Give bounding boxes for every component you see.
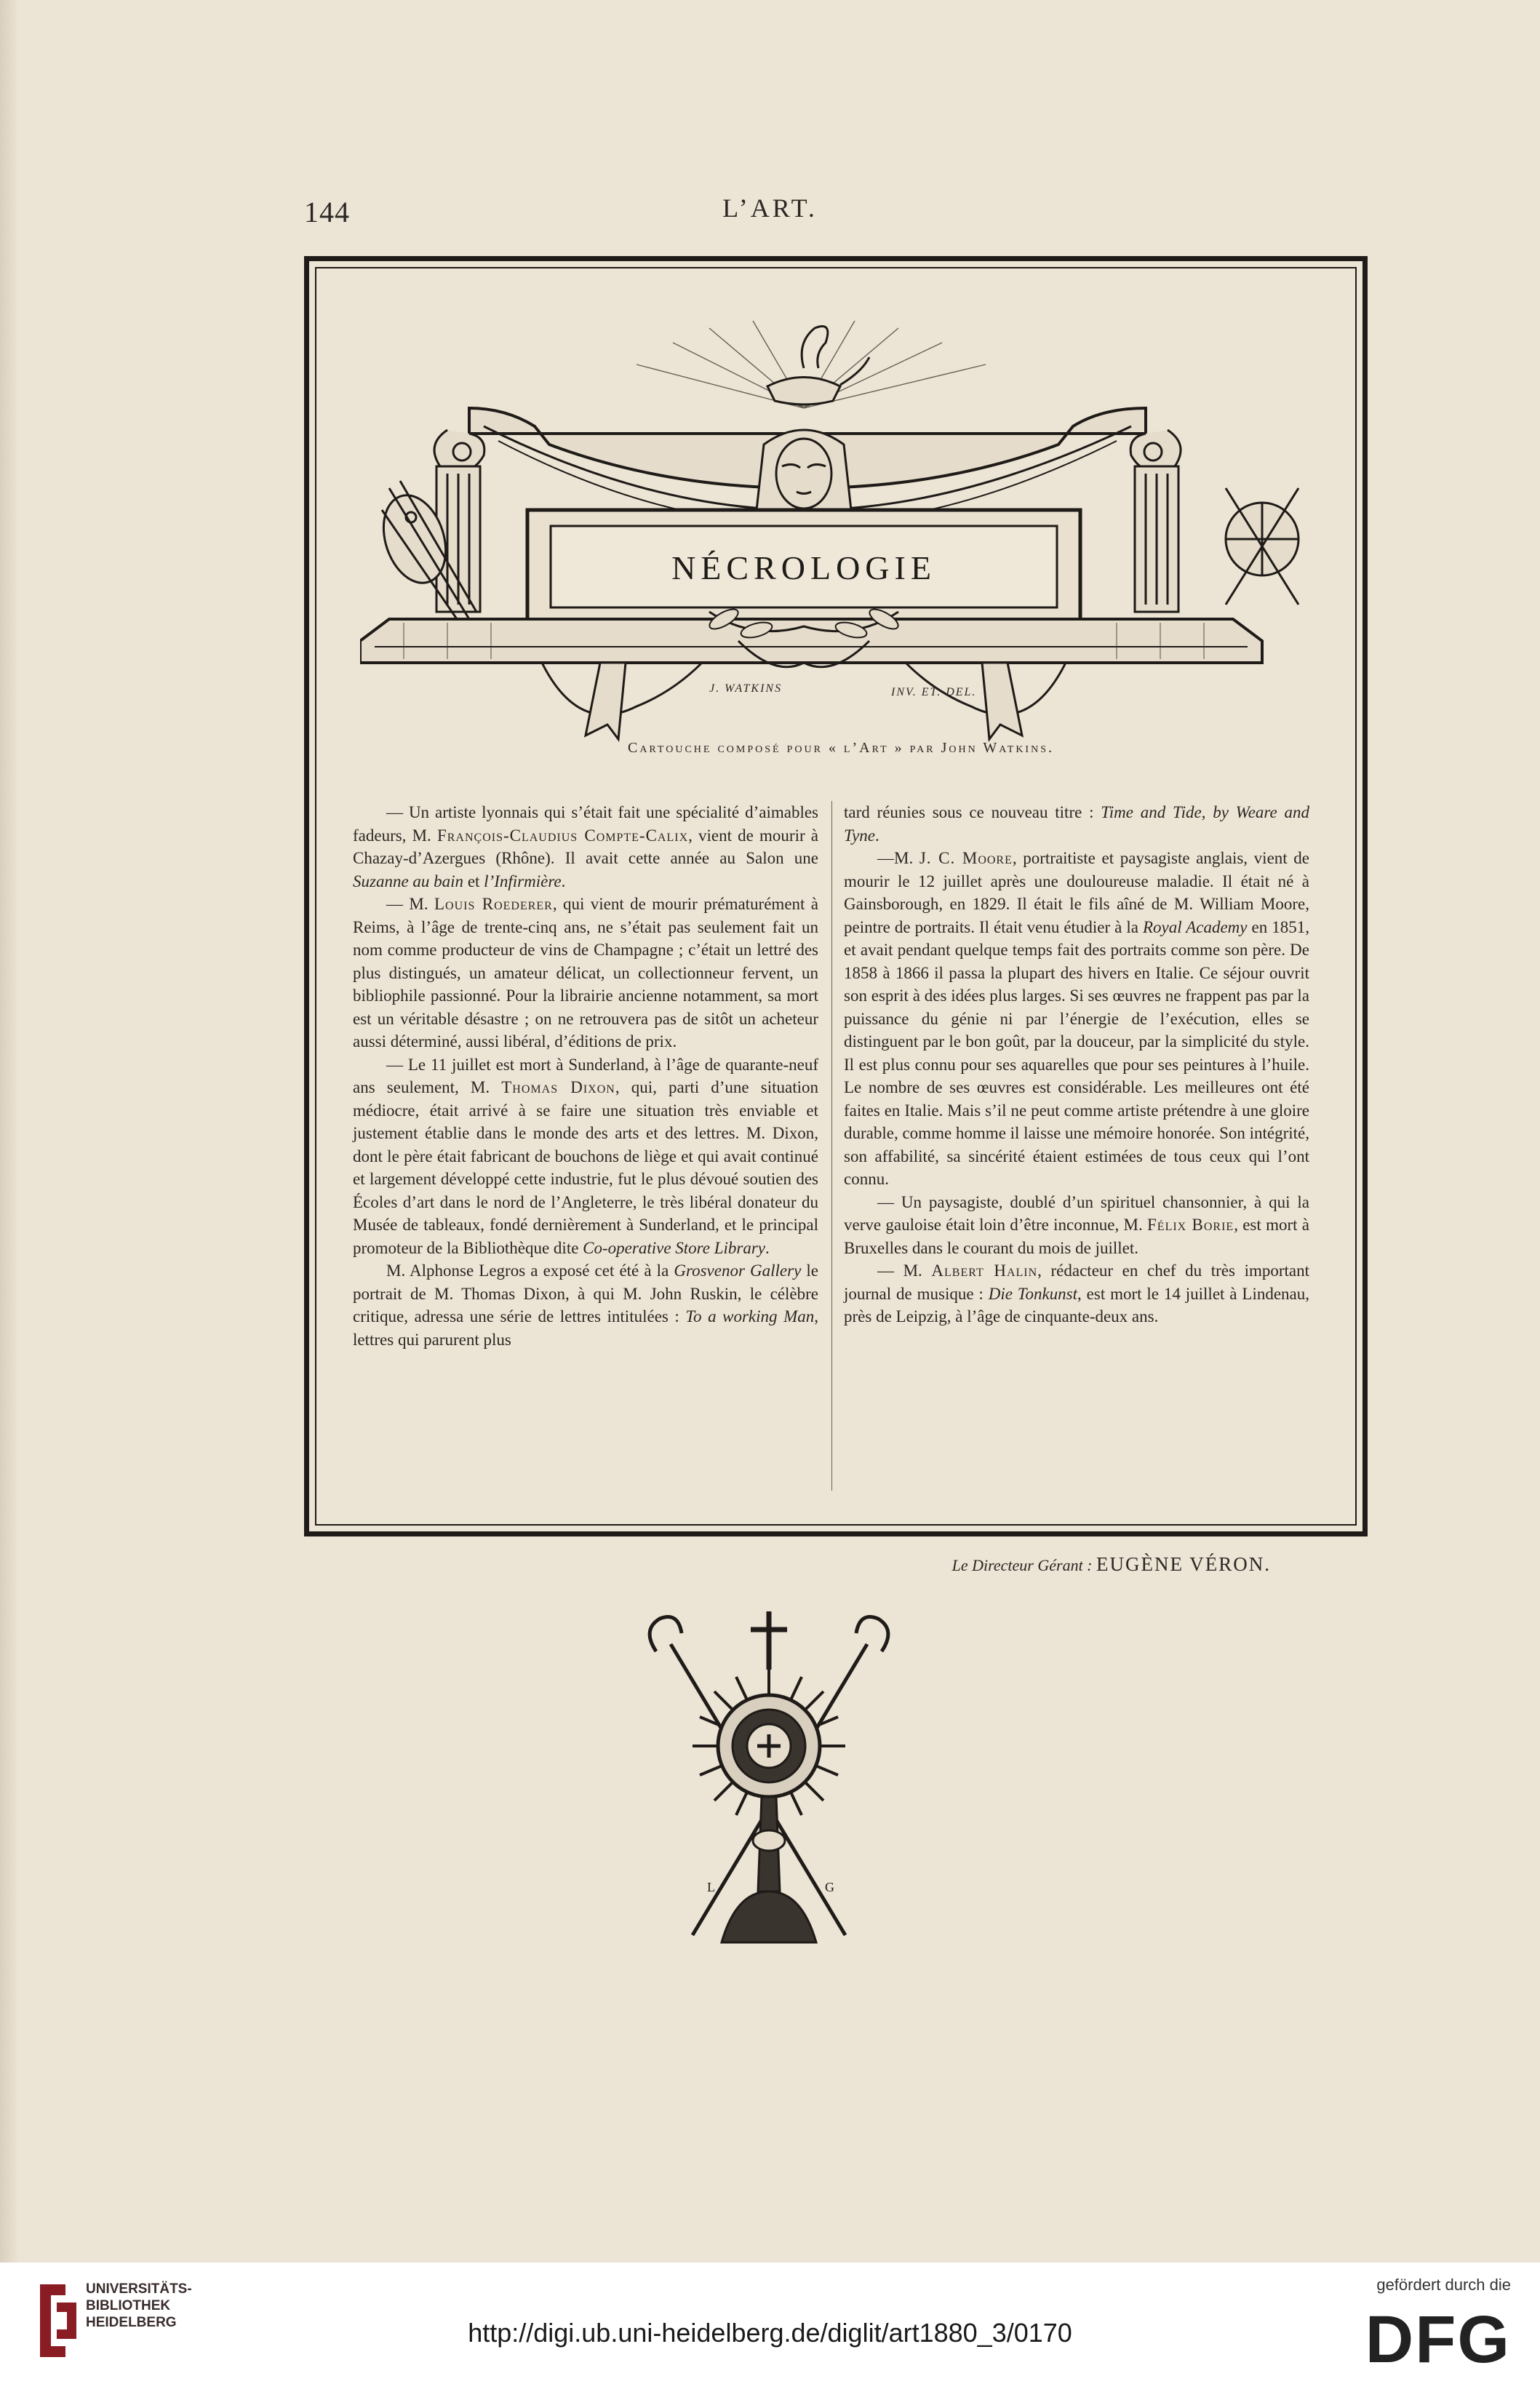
running-head: L’ART. — [722, 194, 818, 223]
institution-name: Co-operative Store Library — [583, 1238, 766, 1257]
dfg-logo: DFG — [1365, 2303, 1511, 2377]
cross-icon — [751, 1611, 787, 1670]
work-title: Time and Tide, by Weare and Tyne — [844, 803, 1310, 845]
paragraph-legros: M. Alphonse Legros a exposé cet été à la Grosvenor Gallery le portrait de M. Thomas Dixon, à qui M. John Ruskin, le célèbre critique, adressa une série de lettres intitulées : To a working Man, lettres qui parurent plus — [353, 1261, 818, 1349]
signature-label: Le Directeur Gérant : — [951, 1556, 1093, 1574]
obituary-dixon: — Le 11 juillet est mort à Sunderland, à l’âge de quarante-neuf ans seulement, M. Thomas Dixon, qui, parti d’une situation médiocre, était arrivé à se faire une situation très enviable et justement établie dans le monde des arts et des lettres. M. Dixon, dont le père était fabricant de bouchons de liège et qui avait continué et largement développé cette industrie, fut le plus dévoué soutien des Écoles d’art dans le nord de l’Angleterre, le très libéral donateur du Musée de tableaux, fondé dernièrement à Sunderland, et le principal promoteur de la Bibliothèque dite Co-operative Store Library. — [353, 1055, 818, 1257]
right-column — [844, 801, 1309, 1328]
journal-title: Die Tonkunst — [988, 1284, 1078, 1303]
institution-name: Royal Academy — [1142, 917, 1248, 936]
right-volute — [1130, 430, 1181, 612]
person-name: Félix Borie — [1147, 1216, 1234, 1234]
funded-by-label: gefördert durch die — [1376, 2276, 1511, 2294]
obituary-roederer: — M. Louis Roederer, qui vient de mourir prématurément à Reims, à l’âge de trente-cinq ans, ne s’était pas seulement fait un nom comme producteur de vins de Champagne ; c’était un lettré des plus distingués, un amateur délicat, un collectionneur fervent, un bibliophile passionné. Pour la librairie ancienne notamment, sa mort est un véritable désastre ; on ne retrouvera pas de sitôt un acheteur aussi déterminé, aussi libéral, d’éditions de prix. — [353, 895, 819, 1051]
column-rule — [831, 801, 832, 1491]
obituary-moore: —M. J. C. Moore, portraitiste et paysagiste anglais, vient de mourir le 12 juillet après une douloureuse maladie. Il était né à Gainsborough, en 1829. Il était le fils aîné de M. William Moore, peintre de portraits. Il était venu étudier à la Royal Academy en 1851, et avait pendant quelque temps fait des portraits comme son père. De 1858 à 1866 il passa la plupart des hivers en Italie. Ce séjour ouvrit son esprit à des idées plus larges. Si ses œuvres ne frappent pas par la puissance du génie ni par l’énergie de l’exécution, elles se distinguent par le bon goût, par la douceur, par la simplicité du style. Il est plus connu pour ses aquarelles que pour ses peintures à l’huile. Le nombre de ses œuvres est considérable. Les meilleures ont été faites en Italie. Mais s’il ne peut comme artiste prétendre à une gloire durable, comme homme il laisse une mémoire honorée. Son intégrité, son affabilité, sa sincérité étaient estimées de tous ceux qui l’ont connu. — [844, 849, 1310, 1188]
person-name: Albert Halin — [931, 1261, 1038, 1280]
left-column — [353, 801, 818, 1351]
base-entablature — [360, 619, 1262, 663]
page-number: 144 — [304, 196, 350, 228]
library-name: UNIVERSITÄTS- BIBLIOTHEK HEIDELBERG — [86, 2281, 192, 2330]
person-name: J. C. Moore — [919, 849, 1013, 867]
obituary-compte-calix: — Un artiste lyonnais qui s’était fait une spécialité d’aimables fadeurs, M. François-Claudius Compte-Calix, vient de mourir à Chazay-d’Azergues (Rhône). Il avait cette année au Salon une Suzanne au bain et l’Infirmière. — [353, 803, 819, 890]
person-name: Louis Roederer — [434, 895, 553, 913]
signature-name: EUGÈNE VÉRON. — [1096, 1553, 1271, 1575]
compass-tools-icon — [1226, 488, 1298, 605]
artwork-title: Suzanne au bain — [353, 872, 464, 890]
monogram-left: L — [707, 1880, 715, 1894]
obituary-frame — [304, 256, 1368, 1536]
veiled-head-icon — [757, 430, 851, 510]
obituary-halin: — M. Albert Halin, rédacteur en chef du très important journal de musique : Die Tonkunst, est mort le 14 juillet à Lindenau, près de Leipzig, à l’âge de cinquante-deux ans. — [844, 1261, 1310, 1325]
person-name: Thomas Dixon — [501, 1078, 615, 1096]
cartouche-illustration — [360, 299, 1320, 750]
person-name: François-Claudius Compte-Calix — [436, 826, 689, 845]
artist-credit: INV. ET. DEL. — [891, 686, 977, 698]
gallery-name: Grosvenor Gallery — [674, 1261, 802, 1280]
monstrance-foot — [722, 1891, 816, 1942]
artwork-title: l’Infirmière — [484, 872, 562, 890]
cartouche-title: NÉCROLOGIE — [671, 549, 936, 586]
artist-signature: J. WATKINS — [709, 682, 783, 695]
director-signature — [952, 1553, 1271, 1576]
monogram-right: G — [825, 1880, 834, 1894]
monstrance-ornament — [627, 1600, 911, 1979]
work-title: To a working Man — [685, 1307, 815, 1325]
permalink-url[interactable]: http://digi.ub.uni-heidelberg.de/diglit/art1880_3/0170 — [468, 2318, 1072, 2348]
obituary-borie: — Un paysagiste, doublé d’un spirituel chansonnier, à qui la verve gauloise était loin d’être inconnue, M. Félix Borie, est mort à Bruxelles dans le courant du mois de juillet. — [844, 1192, 1309, 1257]
paragraph-continuation: tard réunies sous ce nouveau titre : Time and Tide, by Weare and Tyne. — [844, 803, 1310, 845]
cartouche-caption: Cartouche composé pour « l’Art » par John Watkins. — [627, 740, 1054, 756]
